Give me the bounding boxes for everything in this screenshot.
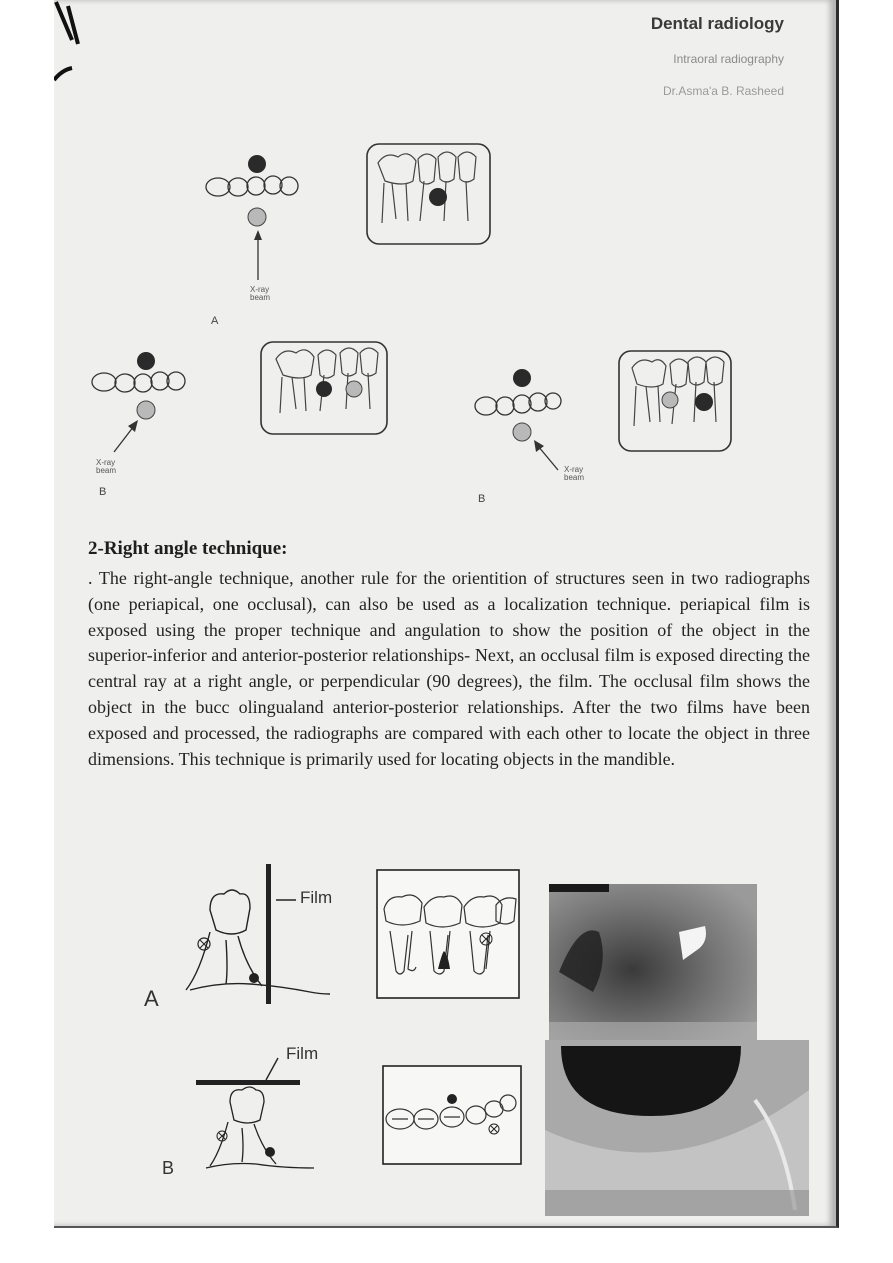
section-heading: 2-Right angle technique: (88, 538, 288, 559)
film-bottom-b-occlusal (382, 1065, 524, 1167)
film-bottom-a-periapical (376, 869, 522, 1001)
diagram-b-left-occlusal (90, 348, 200, 458)
diagram-bottom-b-occlusal (194, 1048, 364, 1174)
section-body (88, 566, 810, 772)
film-label-b: Film (286, 1044, 319, 1063)
header-title: Dental radiology (650, 14, 784, 33)
beam-label-b-right: X-ray beam (564, 465, 585, 482)
document-page (54, 0, 839, 1228)
film-b-left-radiograph (260, 341, 390, 437)
xray-photo-a (549, 882, 757, 1042)
section-paragraph: . The right-angle technique, another rule for the orientition of structures seen in two radiographs (one periapical, one occlusal), can also be used as a localization technique. periapical film is exposed using the proper technique and angulation to show the position of the object in the superior-inferior and anterior-posterior relationships- Next, an occlusal film is exposed directing the central ray at a right angle, or perpendicular (90 degrees), the film. The occlusal film shows the object in the bucc olingualand anterior-posterior relationships. After the two films have been exposed and processed, the radiographs are compared with each other to locate the object in three dimensions. This technique is primarily used for locating objects in the mandible. (88, 568, 810, 769)
figure-top-label-a: A (211, 315, 219, 327)
xray-photo-b (545, 1040, 809, 1216)
diagram-b-right-occlusal (474, 366, 584, 476)
figure-bottom-label-a: A (144, 986, 159, 1011)
beam-label-a: X-ray beam (250, 285, 271, 302)
header-author: Dr.Asma'a B. Rasheed (662, 84, 784, 98)
film-b-right-radiograph (618, 350, 734, 454)
diagram-bottom-a-periapical (180, 860, 350, 1010)
corner-scribble-icon (54, 0, 114, 90)
page-header (651, 14, 784, 98)
figure-top-label-b-left: B (99, 486, 107, 498)
figure-bottom-label-b: B (162, 1158, 175, 1178)
figure-top-label-b-right: B (478, 493, 486, 505)
beam-label-b-left: X-ray beam (96, 458, 117, 475)
header-subtitle: Intraoral radiography (673, 52, 784, 66)
film-a-radiograph (366, 143, 492, 245)
film-label-a: Film (300, 888, 333, 907)
